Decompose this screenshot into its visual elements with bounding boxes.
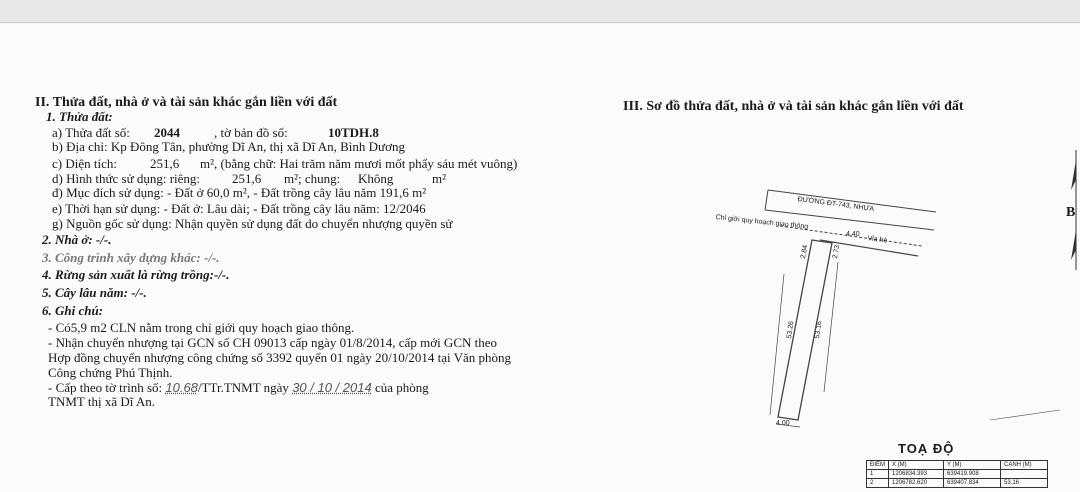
section-ii-title: II. Thửa đất, nhà ở và tài sản khác gắn liền với đất <box>35 95 338 110</box>
table-row <box>867 470 1048 479</box>
table-cell: 639407.834 <box>944 479 1001 488</box>
table-cell <box>1001 470 1048 479</box>
road-label: ĐƯỜNG ĐT-743, NHỰA <box>797 196 875 214</box>
parcel-number-label: a) Thửa đất số: <box>52 125 130 140</box>
map-sheet-number: 10TDH.8 <box>328 125 379 140</box>
notes-subtitle: 6. Ghi chú: <box>42 303 104 318</box>
bottom-dimension: 4.00 <box>776 420 790 427</box>
note-submission-mid: /TTr.TNMT ngày <box>197 380 293 395</box>
other-construction-subtitle: 3. Công trình xây dựng khác: -/-. <box>42 250 220 265</box>
note-line-3: Hợp đồng chuyển nhượng công chứng số 3392 quyển 01 ngày 20/10/2014 tại Văn phòng <box>48 350 512 365</box>
house-subtitle: 2. Nhà ở: -/-. <box>42 232 112 247</box>
area-in-words: m², (bằng chữ: Hai trăm năm mươi mốt phẩy sáu mét vuông) <box>200 156 518 171</box>
address-line: b) Địa chỉ: Kp Đông Tân, phường Dĩ An, thị xã Dĩ An, Bình Dương <box>52 139 405 154</box>
perennial-trees-subtitle: 5. Cây lâu năm: -/-. <box>42 285 147 300</box>
coordinate-table-title: TOẠ ĐỘ <box>898 441 955 456</box>
production-forest-subtitle: 4. Rừng sản xuất là rừng trồng:-/-. <box>42 267 230 282</box>
usage-purpose: đ) Mục đích sử dụng: - Đất ở 60,0 m², - Đất trồng cây lâu năm 191,6 m² <box>52 185 427 200</box>
note-submission-prefix: - Cấp theo tờ trình số: <box>48 380 166 395</box>
header-cell: X (M) <box>889 461 944 470</box>
handwritten-submission-number: 10.68 <box>165 380 198 395</box>
table-row <box>867 479 1048 488</box>
note-line-1: - Có5,9 m2 CLN nằm trong chỉ giới quy hoạch giao thông. <box>48 320 355 335</box>
setback-label: Chỉ giới quy hoạch giao thông <box>715 214 809 231</box>
area-label: c) Diện tích: <box>52 156 117 171</box>
table-cell: 1206834.393 <box>889 470 944 479</box>
table-cell: 2 <box>867 479 889 488</box>
coordinate-table <box>866 460 1048 488</box>
map-sheet-label: , tờ bản đồ số: <box>214 125 288 140</box>
section-iii-title: III. Sơ đồ thửa đất, nhà ở và tài sản khác gắn liền với đất <box>623 99 964 114</box>
table-cell: 1206782.620 <box>889 479 944 488</box>
top-dimension: 4.40 <box>846 231 860 238</box>
area-value: 251,6 <box>150 156 180 171</box>
margin-letter: B <box>1066 205 1076 220</box>
small-dimension-2: 2.73 <box>832 244 842 260</box>
table-cell: 639419.908 <box>944 470 1001 479</box>
north-arrow-icon <box>1068 150 1078 270</box>
usage-origin: g) Nguồn gốc sử dụng: Nhận quyền sử dụng đất do chuyển nhượng quyền sử <box>52 216 453 231</box>
note-submission-suffix: của phòng <box>371 380 429 395</box>
note-line-4: Công chứng Phú Thịnh. <box>48 365 173 380</box>
coordinate-table-header <box>867 461 1048 470</box>
header-cell: ĐIỂM <box>867 461 889 470</box>
note-line-2: - Nhận chuyển nhượng tại GCN số CH 09013 cấp ngày 01/8/2014, cấp mới GCN theo <box>48 335 498 350</box>
parcel-subtitle: 1. Thửa đất: <box>46 109 113 124</box>
table-cell: 53.16 <box>1001 479 1048 488</box>
sidewalk-label: Vỉa hè <box>867 235 888 245</box>
header-cell: Y (M) <box>944 461 1001 470</box>
right-side-dimension: 53.16 <box>814 320 824 339</box>
parcel-number: 2044 <box>154 125 180 140</box>
left-side-dimension: 53.26 <box>786 320 796 339</box>
small-dimension-1: 2.84 <box>800 244 810 260</box>
usage-term: e) Thời hạn sử dụng: - Đất ở: Lâu dài; - Đất trồng cây lâu năm: 12/2046 <box>52 201 426 216</box>
header-cell: CẠNH (M) <box>1001 461 1048 470</box>
note-line-6: TNMT thị xã Dĩ An. <box>48 394 156 409</box>
usage-private-value: 251,6 <box>232 171 262 186</box>
usage-shared-label: m²; chung: <box>284 171 341 186</box>
usage-shared-value: Không <box>358 171 394 186</box>
handwritten-submission-date: 30 / 10 / 2014 <box>292 380 372 395</box>
table-cell: 1 <box>867 470 889 479</box>
usage-form-label: d) Hình thức sử dụng: riêng: <box>52 171 201 186</box>
usage-shared-unit: m² <box>432 171 447 186</box>
